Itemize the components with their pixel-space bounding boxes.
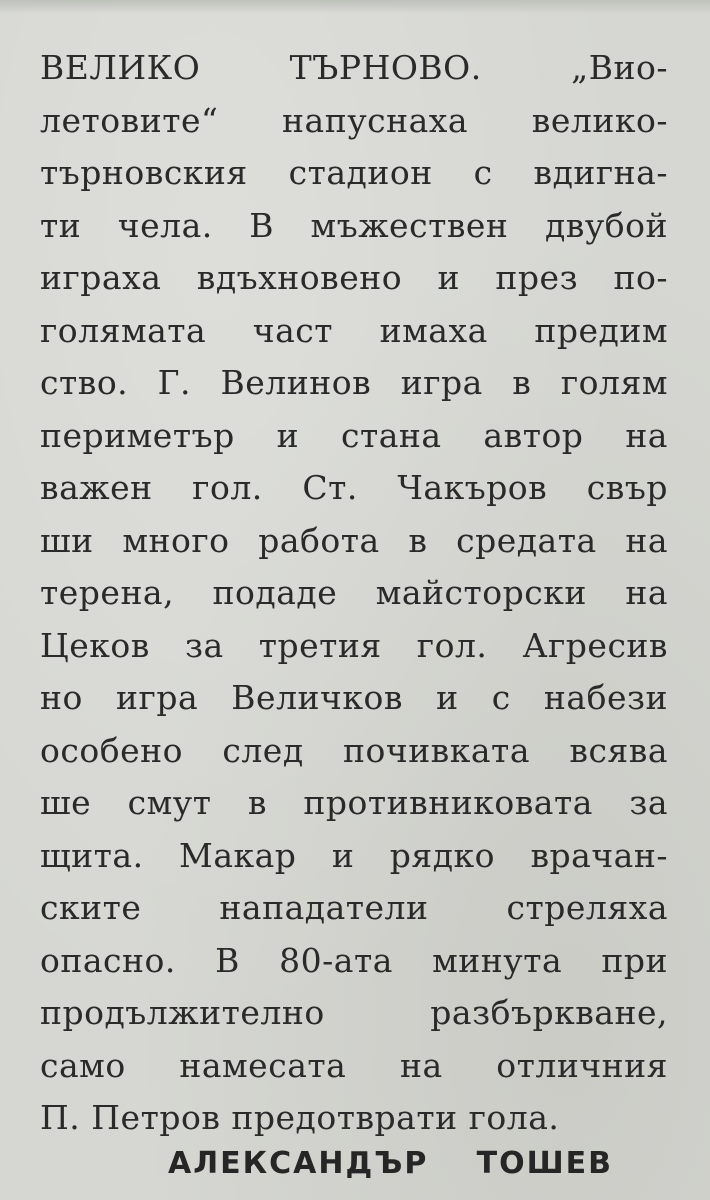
article-line: само намесата на отличния bbox=[40, 1045, 668, 1085]
article-line: ВЕЛИКО ТЪРНОВО. „Вио- bbox=[40, 48, 668, 87]
article-line: ши много работа в средата на bbox=[40, 520, 668, 560]
article-line: ство. Г. Велинов игра в голям bbox=[40, 363, 668, 402]
article-line: Цеков за третия гол. Агресив bbox=[40, 625, 668, 665]
article-line: периметър и стана автор на bbox=[40, 415, 668, 455]
article-line: търновския стадион с вдигна- bbox=[40, 153, 668, 192]
author-byline: АЛЕКСАНДЪР ТОШЕВ bbox=[168, 1146, 613, 1181]
article-line: ти чела. В мъжествен двубой bbox=[40, 205, 668, 245]
article-line: ше смут в противниковата за bbox=[40, 783, 668, 822]
article-line: опасно. В 80-ата минута при bbox=[40, 940, 668, 980]
article-body bbox=[40, 42, 668, 1145]
article-line: играха вдъхновено и през по- bbox=[40, 258, 668, 297]
article-line: терена, подаде майсторски на bbox=[40, 573, 668, 612]
article-line: продължително разбъркване, bbox=[40, 993, 668, 1032]
article-line: голямата част имаха предим bbox=[40, 310, 668, 350]
article-line: но игра Величков и с набези bbox=[40, 678, 668, 717]
article-line: щита. Макар и рядко врачан- bbox=[40, 835, 668, 875]
clipping-top-edge bbox=[0, 0, 710, 14]
article-line: ските нападатели стреляха bbox=[40, 888, 668, 927]
article-line: особено след почивката всява bbox=[40, 730, 668, 770]
article-line: П. Петров предотврати гола. bbox=[40, 1098, 560, 1137]
article-line: летовите“ напуснаха велико- bbox=[40, 100, 668, 140]
article-line: важен гол. Ст. Чакъров свър bbox=[40, 468, 668, 507]
